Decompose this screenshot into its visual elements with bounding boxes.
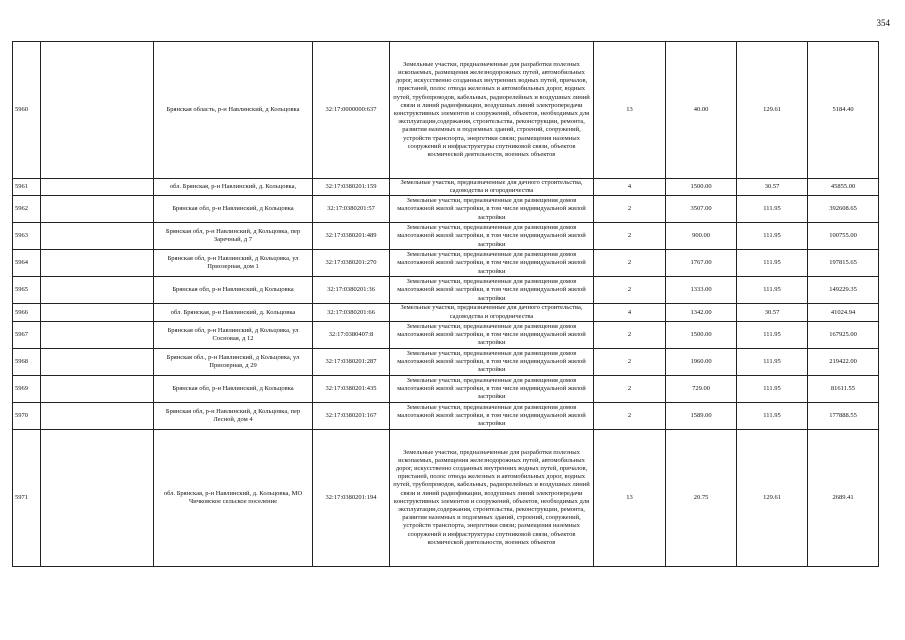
use-code-cell: 4 (594, 179, 666, 196)
area-cell: 1767.00 (666, 250, 737, 277)
specific-value-cell: 111.95 (737, 277, 808, 304)
specific-value-cell: 30.57 (737, 304, 808, 321)
row-number: 5967 (13, 321, 41, 348)
row-number: 5966 (13, 304, 41, 321)
cadastral-value-cell: 149229.35 (808, 277, 879, 304)
table-row (13, 304, 879, 321)
cadastral-value-cell: 41024.94 (808, 304, 879, 321)
land-use-cell: Земельные участки, предназначенные для размещения домов малоэтажной жилой застройки, в том числе индивидуальной жилой застройки (390, 375, 594, 402)
table-row (13, 250, 879, 277)
row-number: 5965 (13, 277, 41, 304)
area-cell: 1589.00 (666, 402, 737, 429)
area-cell: 1342.00 (666, 304, 737, 321)
cadastral-value-cell: 2689.41 (808, 429, 879, 566)
row-number: 5968 (13, 348, 41, 375)
area-cell: 40.00 (666, 42, 737, 179)
cadastral-number-cell: 32:17:0380201:36 (313, 277, 390, 304)
use-code-cell: 2 (594, 277, 666, 304)
use-code-cell: 2 (594, 321, 666, 348)
row-number: 5962 (13, 196, 41, 223)
cadastral-number-cell: 32:17:0380201:194 (313, 429, 390, 566)
area-cell: 3507.00 (666, 196, 737, 223)
empty-cell (41, 196, 154, 223)
land-use-cell: Земельные участки, предназначенные для дачного строительства, садоводства и огородничества (390, 304, 594, 321)
table-row (13, 179, 879, 196)
use-code-cell: 13 (594, 429, 666, 566)
area-cell: 729.00 (666, 375, 737, 402)
specific-value-cell: 129.61 (737, 429, 808, 566)
empty-cell (41, 179, 154, 196)
table-row (13, 321, 879, 348)
empty-cell (41, 348, 154, 375)
cadastral-number-cell: 32:17:0380407:8 (313, 321, 390, 348)
row-number: 5961 (13, 179, 41, 196)
address-cell: Брянская обл, р-н Навлинский, д Кольцовка (154, 375, 313, 402)
cadastral-value-cell: 197815.65 (808, 250, 879, 277)
use-code-cell: 2 (594, 348, 666, 375)
empty-cell (41, 42, 154, 179)
area-cell: 1500.00 (666, 321, 737, 348)
address-cell: Брянская обл, р-н Навлинский, д Кольцовка (154, 196, 313, 223)
cadastral-value-cell: 100755.00 (808, 223, 879, 250)
table-body (13, 42, 879, 567)
table-row (13, 375, 879, 402)
use-code-cell: 2 (594, 223, 666, 250)
land-use-cell: Земельные участки, предназначенные для размещения домов малоэтажной жилой застройки, в том числе индивидуальной жилой застройки (390, 277, 594, 304)
address-cell: Брянская обл, р-н Навлинский, д Кольцовка, ул Сосновая, д 12 (154, 321, 313, 348)
table-row (13, 429, 879, 566)
specific-value-cell: 111.95 (737, 375, 808, 402)
area-cell: 20.75 (666, 429, 737, 566)
row-number: 5964 (13, 250, 41, 277)
table-row (13, 277, 879, 304)
land-use-cell: Земельные участки, предназначенные для размещения домов малоэтажной жилой застройки, в том числе индивидуальной жилой застройки (390, 402, 594, 429)
table-row (13, 42, 879, 179)
use-code-cell: 2 (594, 250, 666, 277)
land-use-cell: Земельные участки, предназначенные для дачного строительства, садоводства и огородничества (390, 179, 594, 196)
row-number: 5960 (13, 42, 41, 179)
land-use-cell: Земельные участки, предназначенные для размещения домов малоэтажной жилой застройки, в том числе индивидуальной жилой застройки (390, 250, 594, 277)
cadastral-number-cell: 32:17:0000000:637 (313, 42, 390, 179)
address-cell: Брянская обл, р-н Навлинский, д Кольцовка, пер Заречный, д 7 (154, 223, 313, 250)
cadastral-number-cell: 32:17:0380201:66 (313, 304, 390, 321)
cadastral-value-cell: 45855.00 (808, 179, 879, 196)
cadastral-value-cell: 392608.65 (808, 196, 879, 223)
specific-value-cell: 111.95 (737, 196, 808, 223)
cadastral-number-cell: 32:17:0380201:159 (313, 179, 390, 196)
empty-cell (41, 321, 154, 348)
specific-value-cell: 111.95 (737, 402, 808, 429)
row-number: 5970 (13, 402, 41, 429)
land-use-cell: Земельные участки, предназначенные для размещения домов малоэтажной жилой застройки, в том числе индивидуальной жилой застройки (390, 196, 594, 223)
cadastral-number-cell: 32:17:0380201:489 (313, 223, 390, 250)
cadastral-value-cell: 5184.40 (808, 42, 879, 179)
table-row (13, 348, 879, 375)
cadastral-number-cell: 32:17:0380201:270 (313, 250, 390, 277)
cadastral-number-cell: 32:17:0380201:287 (313, 348, 390, 375)
cadastral-value-cell: 177888.55 (808, 402, 879, 429)
cadastral-number-cell: 32:17:0380201:167 (313, 402, 390, 429)
empty-cell (41, 429, 154, 566)
empty-cell (41, 250, 154, 277)
address-cell: Брянская область, р-н Навлинский, д Кольцовка (154, 42, 313, 179)
empty-cell (41, 277, 154, 304)
specific-value-cell: 129.61 (737, 42, 808, 179)
table-row (13, 196, 879, 223)
address-cell: Брянская обл, р-н Навлинский, д Кольцовка (154, 277, 313, 304)
address-cell: Брянская обл, р-н Навлинский, д Кольцовка, ул Приозерная, дом 1 (154, 250, 313, 277)
table-row (13, 402, 879, 429)
land-use-cell: Земельные участки, предназначенные для разработки полезных ископаемых, размещения железнодорожных путей, автомобильных дорог, искусственно созданных внутренних водных путей, причалов, пристаней, полос отвода железных и автомобильных дорог, водных путей, трубопроводов, кабельных, радиорелейных и воздушных линий связи и линий радиофикации, воздушных линий электропередачи конструктивных элементов и сооружений, объектов, необходимых для эксплуатации,содержания, строительства, реконструкции, ремонта, развития наземных и подземных зданий, строений, сооружений, устройств транспорта, энергетики связи; размещения наземных сооружений и инфраструктуры спутниковой связи, объектов космической деятельности, военных объектов (390, 42, 594, 179)
area-cell: 1333.00 (666, 277, 737, 304)
land-use-cell: Земельные участки, предназначенные для размещения домов малоэтажной жилой застройки, в том числе индивидуальной жилой застройки (390, 348, 594, 375)
address-cell: обл. Брянская, р-н Навлинский, д. Кольцовка, (154, 179, 313, 196)
cadastral-number-cell: 32:17:0380201:435 (313, 375, 390, 402)
use-code-cell: 2 (594, 402, 666, 429)
specific-value-cell: 111.95 (737, 223, 808, 250)
specific-value-cell: 111.95 (737, 348, 808, 375)
empty-cell (41, 402, 154, 429)
row-number: 5963 (13, 223, 41, 250)
page-number: 354 (876, 18, 890, 28)
table-row (13, 223, 879, 250)
cadastral-number-cell: 32:17:0380201:57 (313, 196, 390, 223)
row-number: 5969 (13, 375, 41, 402)
use-code-cell: 4 (594, 304, 666, 321)
use-code-cell: 2 (594, 196, 666, 223)
address-cell: обл. Брянская, р-н Навлинский, д. Кольцовка (154, 304, 313, 321)
address-cell: Брянская обл, р-н Навлинский, д Кольцовка, пер Лесной, дом 4 (154, 402, 313, 429)
land-registry-table (12, 41, 879, 567)
empty-cell (41, 223, 154, 250)
empty-cell (41, 375, 154, 402)
use-code-cell: 13 (594, 42, 666, 179)
land-use-cell: Земельные участки, предназначенные для разработки полезных ископаемых, размещения железнодорожных путей, автомобильных дорог, искусственно созданных внутренних водных путей, причалов, пристаней, полос отвода железных и автомобильных дорог, водных путей, трубопроводов, кабельных, радиорелейных и воздушных линий связи и линий радиофикации, воздушных линий электропередачи конструктивных элементов и сооружений, объектов, необходимых для эксплуатации,содержания, строительства, реконструкции, ремонта, развития наземных и подземных зданий, строений, сооружений, устройств транспорта, энергетики связи; размещения наземных сооружений и инфраструктуры спутниковой связи, объектов космической деятельности, военных объектов (390, 429, 594, 566)
area-cell: 900.00 (666, 223, 737, 250)
cadastral-value-cell: 219422.00 (808, 348, 879, 375)
cadastral-value-cell: 167925.00 (808, 321, 879, 348)
specific-value-cell: 111.95 (737, 250, 808, 277)
land-use-cell: Земельные участки, предназначенные для размещения домов малоэтажной жилой застройки, в том числе индивидуальной жилой застройки (390, 321, 594, 348)
area-cell: 1960.00 (666, 348, 737, 375)
specific-value-cell: 30.57 (737, 179, 808, 196)
use-code-cell: 2 (594, 375, 666, 402)
address-cell: Брянская обл., р-н Навлинский, д Кольцовка, ул Приозерная, д 29 (154, 348, 313, 375)
row-number: 5971 (13, 429, 41, 566)
cadastral-value-cell: 81611.55 (808, 375, 879, 402)
specific-value-cell: 111.95 (737, 321, 808, 348)
address-cell: обл. Брянская, р-н Навлинский, д. Кольцовка, МО Чичковское сельское поселение (154, 429, 313, 566)
empty-cell (41, 304, 154, 321)
area-cell: 1500.00 (666, 179, 737, 196)
land-use-cell: Земельные участки, предназначенные для размещения домов малоэтажной жилой застройки, в том числе индивидуальной жилой застройки (390, 223, 594, 250)
